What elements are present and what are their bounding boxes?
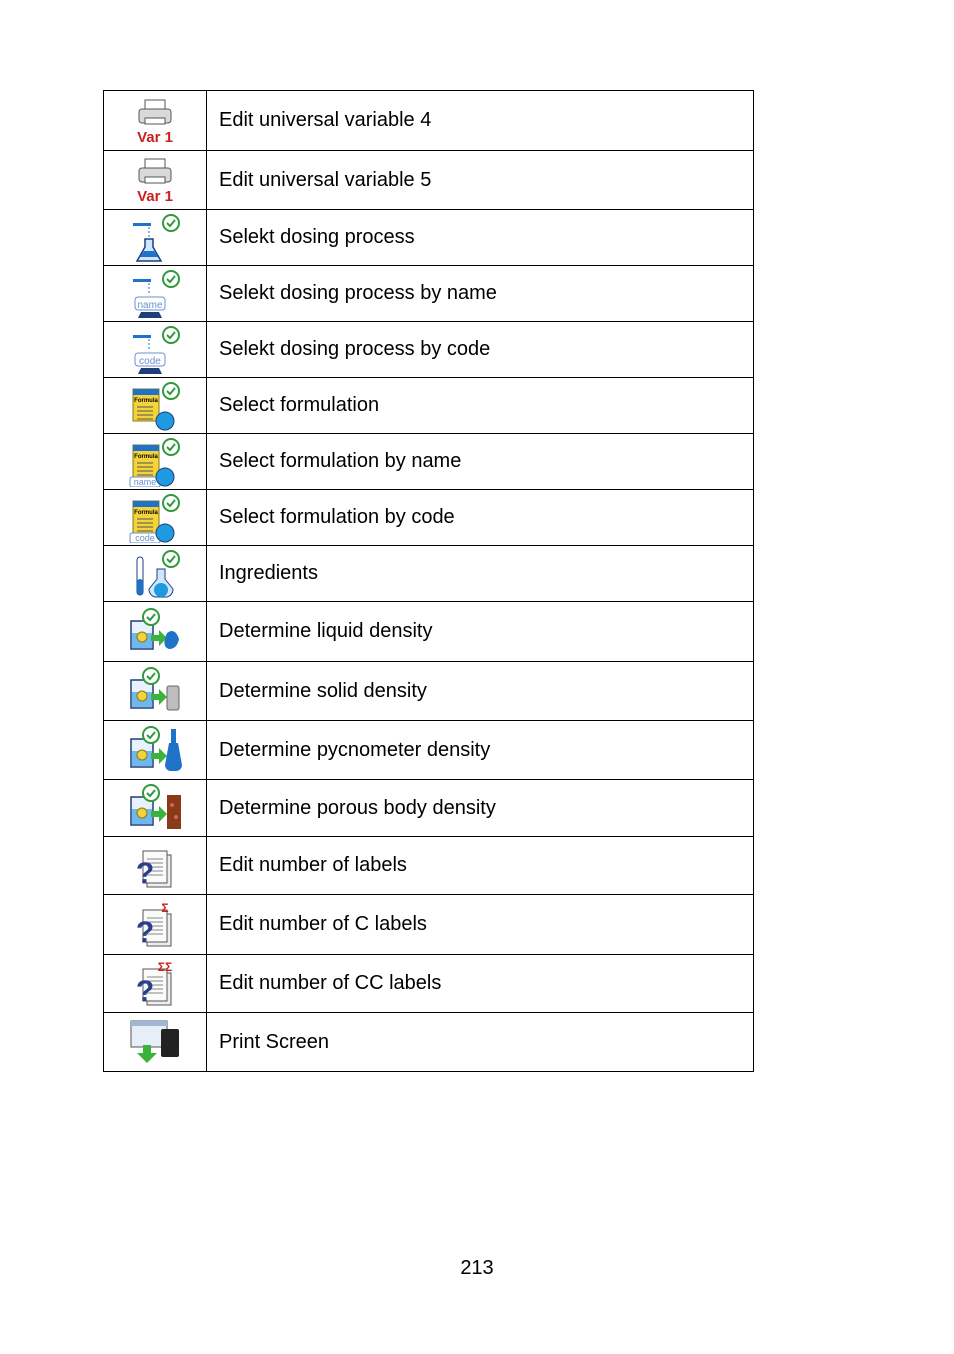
svg-text:?: ? [135,974,155,1008]
print-screen-icon [127,1017,183,1067]
icon-cell [104,91,207,151]
labels-question-icon [127,841,183,891]
icon-cell [104,266,207,322]
dosing-flask-icon [127,213,183,263]
row-label: Selekt dosing process by name [207,266,754,322]
table-row [104,955,754,1013]
table-row [104,490,754,546]
icon-cell [104,955,207,1013]
row-label: Select formulation by name [207,434,754,490]
icon-cell [104,721,207,780]
table-row [104,266,754,322]
icon-cell [104,895,207,955]
printer-var-icon [127,96,183,146]
svg-text:Formula: Formula [134,453,158,460]
formula-code-icon [127,493,183,543]
table-row [104,602,754,662]
svg-text:ΣΣ: ΣΣ [157,959,173,974]
row-label: Edit number of labels [207,837,754,895]
svg-text:?: ? [135,856,155,890]
table-row [104,780,754,837]
icon-cell [104,434,207,490]
svg-text:Formula: Formula [134,397,158,404]
row-label: Edit number of CC labels [207,955,754,1013]
icon-cell [104,780,207,837]
liquid-density-icon [127,607,183,657]
row-label: Selekt dosing process by code [207,322,754,378]
svg-text:code: code [135,532,155,543]
table-row [104,662,754,721]
table-row [104,837,754,895]
page-number: 213 [460,1257,494,1279]
svg-text:Σ: Σ [161,900,169,915]
table-row [104,91,754,151]
row-label: Determine liquid density [207,602,754,662]
row-label: Ingredients [207,546,754,602]
porous-density-icon [127,783,183,833]
icon-cell [104,837,207,895]
row-label: Select formulation [207,378,754,434]
svg-text:name: name [137,299,163,311]
icon-cell [104,378,207,434]
icon-cell [104,210,207,266]
icon-cell [104,151,207,210]
svg-text:Var 1: Var 1 [137,188,173,205]
dosing-code-icon [127,325,183,375]
row-label: Select formulation by code [207,490,754,546]
printer-var-icon [127,155,183,205]
table-row [104,322,754,378]
icon-cell [104,662,207,721]
table-row [104,210,754,266]
ingredients-icon [127,549,183,599]
table-row [104,721,754,780]
formula-icon [127,381,183,431]
pycnometer-density-icon [127,725,183,775]
c-labels-question-icon [127,900,183,950]
row-label: Determine solid density [207,662,754,721]
svg-text:Var 1: Var 1 [137,128,173,146]
svg-text:name: name [133,476,157,487]
cc-labels-question-icon [127,959,183,1009]
svg-text:Formula: Formula [134,509,158,516]
formula-name-icon [127,437,183,487]
table-row [104,378,754,434]
svg-text:code: code [139,355,161,367]
row-label: Edit universal variable 5 [207,151,754,210]
row-label: Edit universal variable 4 [207,91,754,151]
row-label: Selekt dosing process [207,210,754,266]
table-row [104,895,754,955]
solid-density-icon [127,666,183,716]
table-row [104,1013,754,1072]
icon-cell [104,602,207,662]
icon-cell [104,1013,207,1072]
row-label: Determine porous body density [207,780,754,837]
table-row [104,151,754,210]
svg-text:?: ? [135,915,155,949]
table-row [104,434,754,490]
icon-cell [104,490,207,546]
icon-cell [104,546,207,602]
icon-cell [104,322,207,378]
row-label: Determine pycnometer density [207,721,754,780]
function-table [103,90,754,1072]
row-label: Print Screen [207,1013,754,1072]
row-label: Edit number of C labels [207,895,754,955]
dosing-name-icon [127,269,183,319]
table-row [104,546,754,602]
